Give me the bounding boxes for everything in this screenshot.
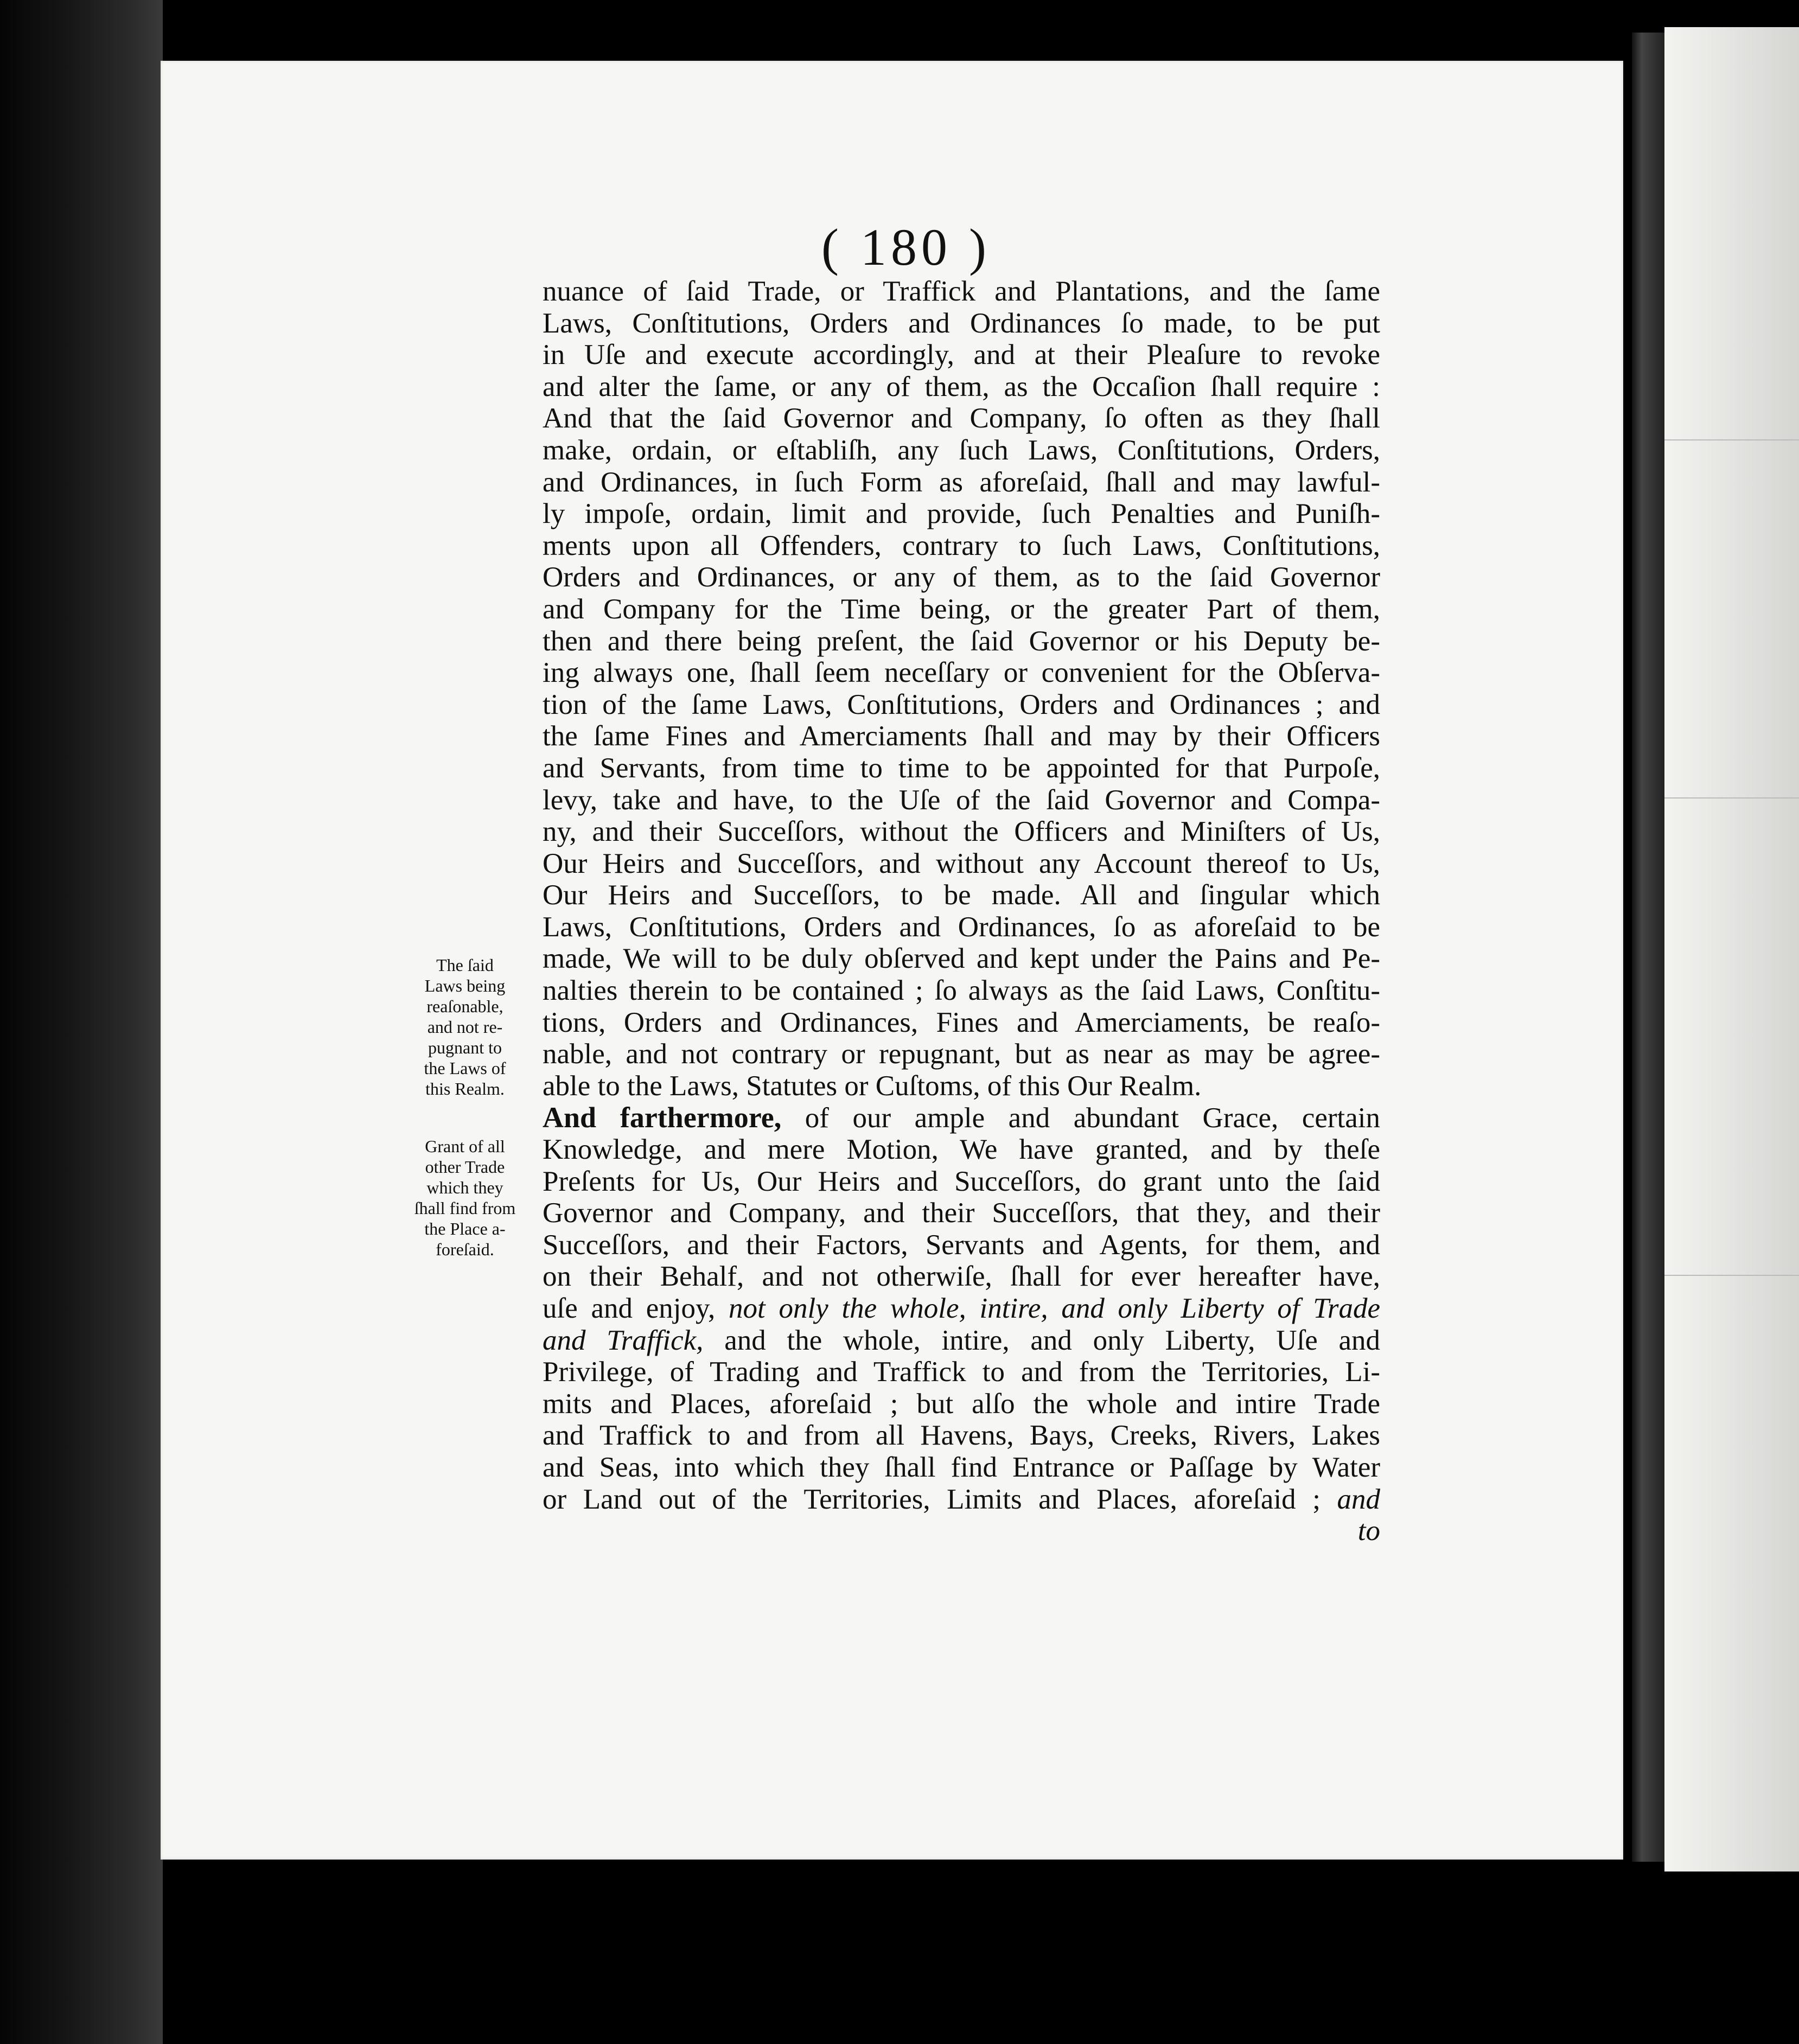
text-line: tion of the ſame Laws, Conſtitutions, Orders and Ordinances ; and [543,688,1380,720]
text-line: and Traffick to and from all Havens, Bays, Creeks, Rivers, Lakes [543,1420,1380,1452]
text-fragment: of our ample and abundant Grace, certain [805,1102,1381,1134]
marginal-note-line: The ſaid [436,955,494,975]
text-line: on their Behalf, and not otherwiſe, ſhall for ever hereafter have, [543,1261,1380,1293]
text-line: nalties therein to be contained ; ſo always as the ſaid Laws, Conſtitu- [543,975,1380,1007]
text-line: and Seas, into which they ſhall find Entrance or Paſſage by Water [543,1451,1380,1483]
italic-fragment: and [1337,1483,1380,1515]
blackletter-opening: And farthermore, [543,1101,782,1134]
text-line: levy, take and have, to the Uſe of the ſaid Governor and Compa- [543,784,1380,816]
text-line-italic [543,1325,1380,1357]
text-line: the ſame Fines and Amerciaments ſhall and may by their Officers [543,720,1380,752]
marginal-note-line: which they [426,1178,503,1197]
body-text [543,276,1380,1547]
text-line: Our Heirs and Succeſſors, to be made. All and ſingular which [543,879,1380,911]
catchword: to [1357,1515,1380,1547]
facing-page-edge [1664,27,1799,1871]
text-line: made, We will to be duly obſerved and kept under the Pains and Pe- [543,943,1380,975]
text-line: in Uſe and execute accordingly, and at their Pleaſure to revoke [543,339,1380,371]
facing-page-gutter [1632,33,1664,1862]
paragraph-start-line [543,1102,1380,1134]
text-line: and Company for the Time being, or the greater Part of them, [543,593,1380,625]
text-line-italic [543,1293,1380,1325]
book-spine [0,0,163,2044]
text-line: nable, and not contrary or repugnant, but as near as may be agree- [543,1038,1380,1070]
marginal-note-line: reaſonable, [426,997,503,1016]
marginal-note-line: ſhall find from [414,1198,516,1218]
text-line: Our Heirs and Succeſſors, and without any Account thereof to Us, [543,847,1380,879]
marginal-note-line: other Trade [425,1157,505,1177]
text-line: Orders and Ordinances, or any of them, as to the ſaid Governor [543,561,1380,593]
text-line: Laws, Conſtitutions, Orders and Ordinances ſo made, to be put [543,307,1380,339]
text-line: Succeſſors, and their Factors, Servants and Agents, for them, and [543,1229,1380,1261]
text-line: then and there being preſent, the ſaid Governor or his Deputy be- [543,625,1380,657]
text-line: make, ordain, or eſtabliſh, any ſuch Laws, Conſtitutions, Orders, [543,434,1380,466]
marginal-note-laws-reasonable [398,955,532,1099]
marginal-note-line: Laws being [424,976,506,995]
text-line-final [543,1484,1380,1516]
marginal-note-line: this Realm. [425,1079,505,1098]
marginal-note-line: and not re- [427,1017,503,1037]
marginal-note-line: pugnant to [428,1038,502,1057]
text-line: Knowledge, and mere Motion, We have granted, and by theſe [543,1134,1380,1166]
text-line: mits and Places, aforeſaid ; but alſo the whole and intire Trade [543,1388,1380,1420]
marginal-note-line: foreſaid. [436,1240,494,1259]
marginal-note-line: the Laws of [424,1058,506,1078]
text-line: and Ordinances, in ſuch Form as aforeſaid, ſhall and may lawful- [543,466,1380,498]
text-line: Laws, Conſtitutions, Orders and Ordinances, ſo as aforeſaid to be [543,911,1380,943]
text-line: And that the ſaid Governor and Company, ſo often as they ſhall [543,403,1380,435]
text-line: Governor and Company, and their Succeſſors, that they, and their [543,1197,1380,1229]
text-fragment: and the whole, intire, and only Liberty, Uſe and [724,1324,1381,1356]
text-fragment: uſe and enjoy, [543,1293,716,1324]
italic-fragment: and Traffick, [543,1324,704,1356]
text-line: Preſents for Us, Our Heirs and Succeſſors, do grant unto the ſaid [543,1165,1380,1197]
text-line: tions, Orders and Ordinances, Fines and Amerciaments, be reaſo- [543,1006,1380,1038]
marginal-note-grant-of-trade [398,1136,532,1260]
text-line: ments upon all Offenders, contrary to ſuch Laws, Conſtitutions, [543,529,1380,561]
text-line: ing always one, ſhall ſeem neceſſary or convenient for the Obſerva- [543,657,1380,689]
text-line: and alter the ſame, or any of them, as the Occaſion ſhall require : [543,371,1380,403]
text-line: ly impoſe, ordain, limit and provide, ſuch Penalties and Puniſh- [543,498,1380,530]
marginal-note-line: the Place a- [424,1219,506,1238]
page-number: ( 180 ) [821,218,991,276]
italic-fragment: not only the whole, intire, and only Liberty of Trade [729,1293,1380,1324]
text-line: and Servants, from time to time to be appointed for that Purpoſe, [543,752,1380,784]
text-line: Privilege, of Trading and Traffick to and from the Territories, Li- [543,1356,1380,1388]
marginal-note-line: Grant of all [425,1136,505,1156]
text-line: able to the Laws, Statutes or Cuſtoms, of this Our Realm. [543,1070,1202,1102]
text-line: ny, and their Succeſſors, without the Officers and Miniſters of Us, [543,816,1380,848]
text-line: nuance of ſaid Trade, or Traffick and Plantations, and the ſame [543,276,1380,307]
text-fragment: or Land out of the Territories, Limits and Places, aforeſaid ; [543,1483,1320,1515]
